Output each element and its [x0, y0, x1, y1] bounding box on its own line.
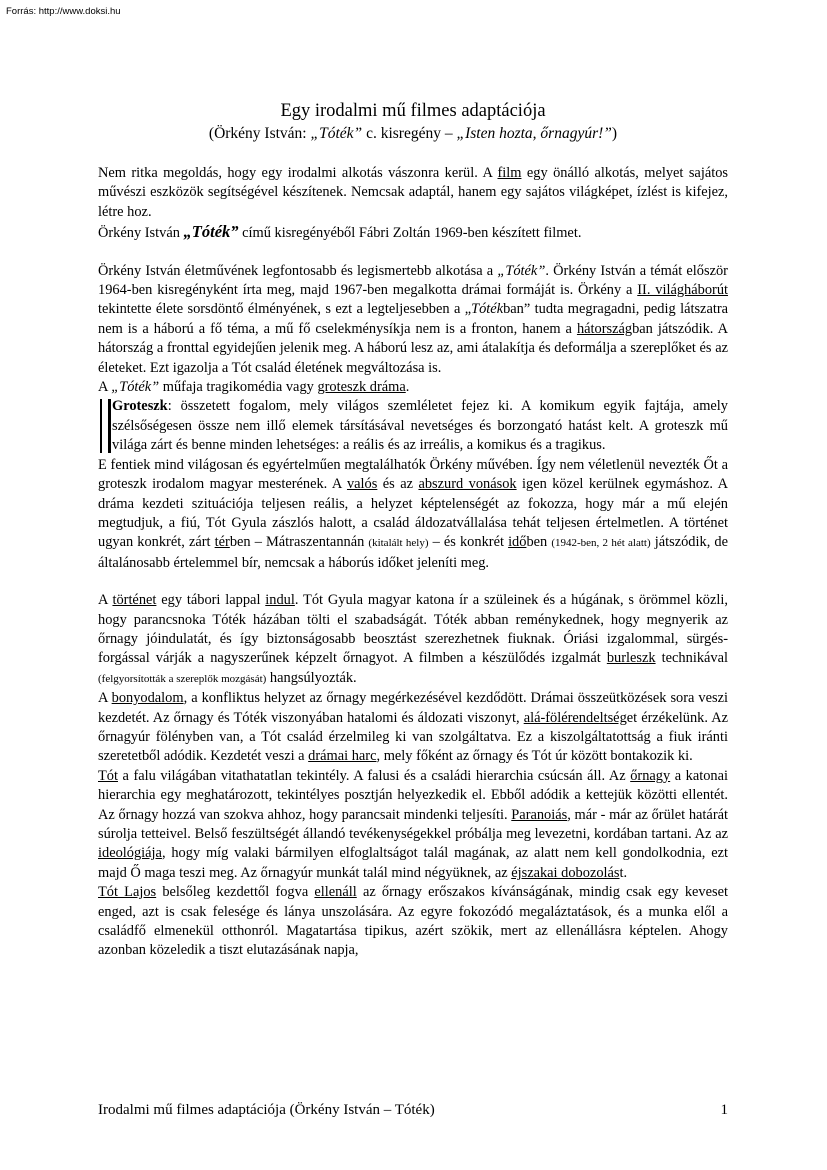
- source-note: Forrás: http://www.doksi.hu: [6, 6, 121, 17]
- paragraph-story-start: A történet egy tábori lappal indul. Tót Gyula magyar katona ír a szüleinek és a húgának, s örömmel közli, hogy parancsnoka Tóték házában tölti el szabadságát. Tóték abban reménykednek, hogy megnyerik az őrnagy jóindulatát, és így biztonságosabb beosztást szerezhetnek fiuknak. Óriási izgalommal, sürgés-forgással várják a nagyszerűnek képzelt őrnagyot. A filmben a készülődés izgalmát burleszk technikával (felgyorsították a szereplők mozgását) hangsúlyozták.: [98, 592, 728, 686]
- underlined-term: történet: [112, 592, 157, 609]
- subtitle-text: (Örkény István:: [208, 125, 311, 142]
- small-note: (kitalált hely): [368, 537, 429, 550]
- underlined-term: ellenáll: [314, 884, 357, 901]
- document-subtitle: [98, 124, 728, 144]
- subtitle-work-title: „Tóték”: [310, 125, 363, 142]
- underlined-term: alá-fölérendeltség: [523, 709, 627, 726]
- underlined-term: tér: [214, 534, 230, 551]
- underlined-term: II. világháborút: [637, 282, 729, 299]
- underlined-term: hátország: [576, 320, 633, 337]
- page-footer: [98, 1102, 728, 1119]
- definition-box: [98, 397, 728, 455]
- underlined-term: indul: [265, 592, 295, 609]
- small-note: (1942-ben, 2 hét alatt): [551, 537, 651, 550]
- work-title-bold: „Tóték”: [183, 222, 239, 242]
- paragraph-tot-lajos: Tót Lajos belsőleg kezdettől fogva ellenáll az őrnagy erőszakos kívánságának, mindig csak egy keveset enged, azt is csak felesége és lánya unszolására. Az egyre fokozódó megaláztatások, és a munka elől a családfő elmenekül otthonról. Magatartása tipikus, azért szökik, mert az ellenállásra képtelen. Ahogy azonban közeledik a tiszt elutazásának napja,: [98, 884, 728, 959]
- paragraph-film-info: Örkény István „Tóték” című kisregényéből Fábri Zoltán 1969-ben készített filmet.: [98, 222, 582, 242]
- paragraph-work-overview: Örkény István életművének legfontosabb és legismertebb alkotása a „Tóték”. Örkény István a témát először 1964-ben kisregényként írta meg, majd 1967-ben megalkotta drámai formáját is. Örkény a II. világháborút tekintette élete sorsdöntő élményének, s ezt a legteljesebben a „Tótékban” tudta megragadni, pedig látszatra nem is a háború a fő téma, a mű fő cselekménysíkja nem is a fronton, hanem a hátországban játszódik. A hátország a fronttal egyidejűen jelenik meg. A háború lesz az, ami átalakítja és deformálja a szereplőket és az életeket. Ezt igazolja a Tót család életének megváltozása is.: [98, 262, 729, 376]
- underlined-term: groteszk dráma: [317, 379, 406, 396]
- underlined-term: őrnagy: [630, 767, 671, 784]
- underlined-term: bonyodalom: [111, 690, 184, 707]
- document-page: [98, 100, 728, 961]
- work-title: „Tóték”: [111, 379, 160, 396]
- subtitle-text: c. kisregény –: [362, 125, 457, 142]
- underlined-term: Paranoiás: [511, 806, 568, 823]
- underlined-term: Tót: [98, 767, 118, 784]
- subtitle-film-title: „Isten hozta, őrnagyúr!”: [456, 125, 612, 142]
- underlined-term: burleszk: [606, 650, 656, 667]
- underlined-term: éjszakai dobozolás: [511, 864, 620, 881]
- definition-term: Groteszk: [112, 398, 168, 415]
- document-title: Egy irodalmi mű filmes adaptációja: [280, 101, 546, 121]
- underlined-term: idő: [508, 534, 527, 551]
- paragraph-intro: Nem ritka megoldás, hogy egy irodalmi alkotás vászonra kerül. A film egy önálló alkotás, melyet sajátos művészi eszközök segítségével készítenek. Nemcsak adaptál, hanem egy sajátos világképet, ízlést is kifejez, létre hoz.: [98, 165, 728, 220]
- underlined-term: drámai harc: [308, 748, 377, 765]
- paragraph-grotesque: E fentiek mind világosan és egyértelműen megtalálhatók Örkény művében. Így nem véletlenül nevezték Őt a groteszk irodalom magyar mesterének. A valós és az abszurd vonások igen közel kerülnek egymáshoz. A dráma kezdeti szituációja teljesen reális, a helyzet képtelenségét az fokozza, hogy már a mű elején megtudjuk, a fiú, Tót Gyula zászlós halott, a család áldozatvállalása tehát teljesen értelmetlen. A történet ugyan konkrét, zárt térben – Mátraszentannán (kitalált hely) – és konkrét időben (1942-ben, 2 hét alatt) játszódik, de általánosabb értelemmel bír, nemcsak a háborús időket jeleníti meg.: [98, 456, 728, 571]
- document-body: [98, 164, 728, 961]
- work-title: „Tóték”: [497, 262, 546, 279]
- definition-marker-bar: [100, 399, 111, 452]
- page-number: 1: [720, 1102, 728, 1118]
- paragraph-characters: Tót a falu világában vitathatatlan tekintély. A falusi és a családi hierarchia csúcsán áll. Az őrnagy a katonai hierarchia egy meghatározott, tekintélyes posztján helyezkedik el. Ebből adódik a kettejük közötti ellentét. Az őrnagy hozzá van szokva ahhoz, hogy parancsait mindenki teljesíti. Paranoiás, már - már az őrület határát súrolja tetteivel. Belső feszültségét állandó tevékenységekkel próbálja meg levezetni, kordában tartani. Az az ideológiája, hogy míg valaki bármilyen elfoglaltságot talál magának, az alatt nem kell gondolkodnia, ezt majd Ő maga teszi meg. Az őrnagyúr munkát talál mind négyüknek, az éjszakai dobozolást.: [98, 767, 728, 881]
- underlined-term: valós: [346, 476, 378, 493]
- paragraph-genre: A „Tóték” műfaja tragikomédia vagy groteszk dráma.: [98, 379, 410, 396]
- small-note: (felgyorsították a szereplők mozgását): [98, 672, 267, 685]
- work-title: Tóték: [471, 301, 504, 318]
- definition-text: Groteszk: összetett fogalom, mely világos szemléletet fejez ki. A komikum egyik fajtája, amely szélsőségesen össze nem illő elemek társításával nevetséges és borzongató hatást kelt. A groteszk mű világa zárt és benne minden lehetséges: a reális és az irreális, a komikus és a tragikus.: [112, 398, 728, 454]
- footer-title: Irodalmi mű filmes adaptációja (Örkény István – Tóték): [98, 1102, 435, 1118]
- subtitle-text: ): [611, 125, 618, 142]
- paragraph-conflict: A bonyodalom, a konfliktus helyzet az őrnagy megérkezésével kezdődött. Drámai összeütközések sora veszi kezdetét. Az őrnagy és Tóték viszonyában hatalomi és áldozati viszonyt, alá-fölérendeltséget érzékelünk. Az őrnagyúr fölényben van, a Tót család érzelmileg ki van szolgáltatva. Ez a kiszolgáltatottság a fiuk iránti szeretetből adódik. Kezdetét veszi a drámai harc, mely főként az őrnagy és Tót úr között bontakozik ki.: [98, 690, 728, 765]
- underlined-term: ideológiája: [98, 845, 162, 862]
- underlined-term: film: [497, 165, 522, 181]
- underlined-term: abszurd vonások: [418, 476, 517, 493]
- underlined-term: Tót Lajos: [98, 884, 157, 901]
